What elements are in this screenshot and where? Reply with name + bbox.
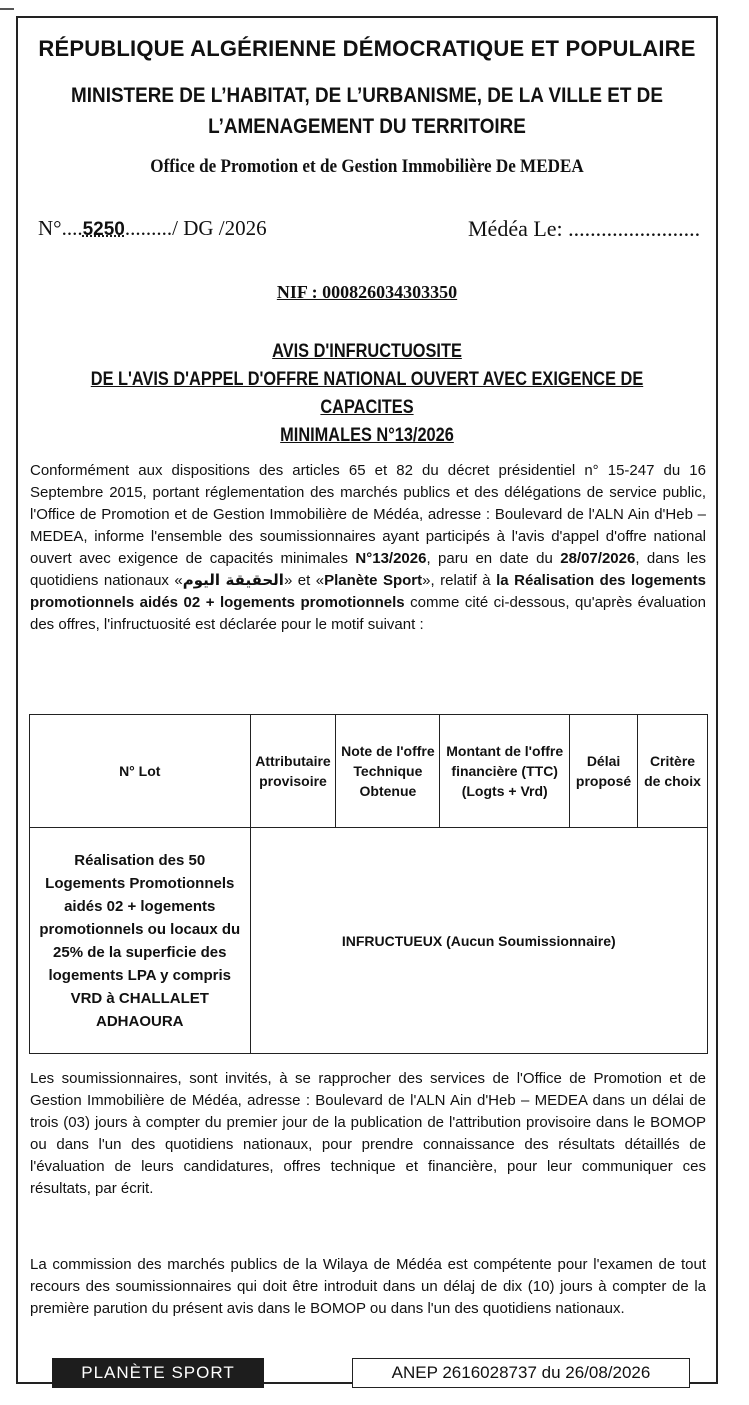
anep-reference: ANEP 2616028737 du 26/08/2026: [352, 1358, 690, 1388]
ministry-line-1: MINISTERE DE L’HABITAT, DE L’URBANISME, DE LA VILLE ET DE: [71, 84, 663, 107]
lots-table: [29, 714, 708, 1054]
intro-newspaper-1: الحقيقة اليوم: [182, 572, 284, 589]
notice-title: [65, 338, 669, 450]
intro-ref-number: N°13/2026: [355, 550, 427, 567]
intro-text-6: comme cité ci-dessous, qu'après évaluation des offres, l'infructuosité est déclarée pour le motif suivant :: [30, 594, 706, 633]
ministry-line-2: L’AMENAGEMENT DU TERRITOIRE: [208, 115, 526, 138]
instructions-paragraph: Les soumissionnaires, sont invités, à se rapprocher des services de l'Office de Promotion et de Gestion Immobilière de Médéa, adresse : Boulevard de l'ALN Ain d'Heb – MEDEA dans un délai de trois (03) jours à compter du premier jour de la publication de l'attribution provisoire dans le BOMOP ou dans l'un des quotidiens nationaux, pour prendre connaissance des résultats détaillés de l'évaluation de leurs candidatures, offres technique et financière, pour leur communiquer ces résultats, par écrit.: [30, 1070, 706, 1197]
republic-heading: RÉPUBLIQUE ALGÉRIENNE DÉMOCRATIQUE ET POPULAIRE: [38, 36, 696, 61]
office-heading: Office de Promotion et de Gestion Immobilière De MEDEA: [150, 156, 584, 177]
intro-newspaper-2: Planète Sport: [324, 572, 423, 589]
title-line-2: DE L'AVIS D'APPEL D'OFFRE NATIONAL OUVERT AVEC EXIGENCE DE CAPACITES: [90, 369, 644, 418]
nif-line: [16, 282, 718, 303]
newspaper-badge: PLANÈTE SPORT: [52, 1358, 264, 1388]
reference-number: [38, 216, 267, 241]
nif-value: NIF : 000826034303350: [276, 282, 458, 302]
margin-mark: [0, 8, 14, 10]
table-row: [30, 828, 708, 1054]
title-line-3: MINIMALES N°13/2026: [280, 425, 454, 446]
intro-text-1: Conformément aux dispositions des articles 65 et 82 du décret présidentiel n° 15-247 du 16 Septembre 2015, portant réglementation des marchés publics et des délégations de service public, l'Office de Promotion et de Gestion Immobilière de Médéa, adresse : Boulevard de l'ALN Ain d'Heb –MEDEA, informe l'ensemble des soumissionnaires ayant participés à l'avis d'appel d'offre national ouvert avec exigence de capacités minimales: [30, 462, 706, 567]
intro-date: 28/07/2026: [560, 550, 636, 567]
header-critere: Critère de choix: [638, 715, 708, 828]
lot-result: INFRUCTUEUX (Aucun Soumissionnaire): [250, 828, 708, 1054]
intro-paragraph: [30, 460, 706, 636]
intro-subject: la Réalisation des logements promotionnels aidés 02 + logements promotionnels: [30, 572, 706, 611]
header-attributaire: Attributaire provisoire: [250, 715, 336, 828]
header-delai: Délai proposé: [570, 715, 638, 828]
place-date: Médéa Le: ........................: [468, 216, 701, 241]
header-note-technique: Note de l'offre Technique Obtenue: [336, 715, 440, 828]
title-line-1: AVIS D'INFRUCTUOSITE: [272, 341, 462, 362]
ref-number-value: 5250: [82, 219, 125, 240]
intro-text-5: », relatif à: [422, 572, 497, 589]
appeals-paragraph: La commission des marchés publics de la Wilaya de Médéa est compétente pour l'examen de tout recours des soumissionnaires qui doit être introduit dans un délaj de dix (10) jours à compter de la première parution du présent avis dans le BOMOP ou dans l'un des quotidiens nationaux.: [30, 1256, 706, 1317]
ref-prefix: N°....: [38, 216, 83, 240]
lot-description: Réalisation des 50 Logements Promotionnels aidés 02 + logements promotionnels ou locaux du 25% de la superficie des logements LPA y compris VRD à CHALLALET ADHAOURA: [30, 828, 251, 1054]
intro-text-4: » et «: [283, 572, 325, 589]
header-montant: Montant de l'offre financière (TTC) (Logts + Vrd): [440, 715, 570, 828]
intro-text-3: , dans les quotidiens nationaux «: [30, 550, 706, 589]
ref-suffix: ........./ DG /2026: [124, 216, 267, 240]
table-header-row: [30, 715, 708, 828]
intro-text-2: , paru en date du: [426, 550, 561, 567]
ministry-heading: [51, 80, 683, 142]
header-lot: N° Lot: [30, 715, 251, 828]
